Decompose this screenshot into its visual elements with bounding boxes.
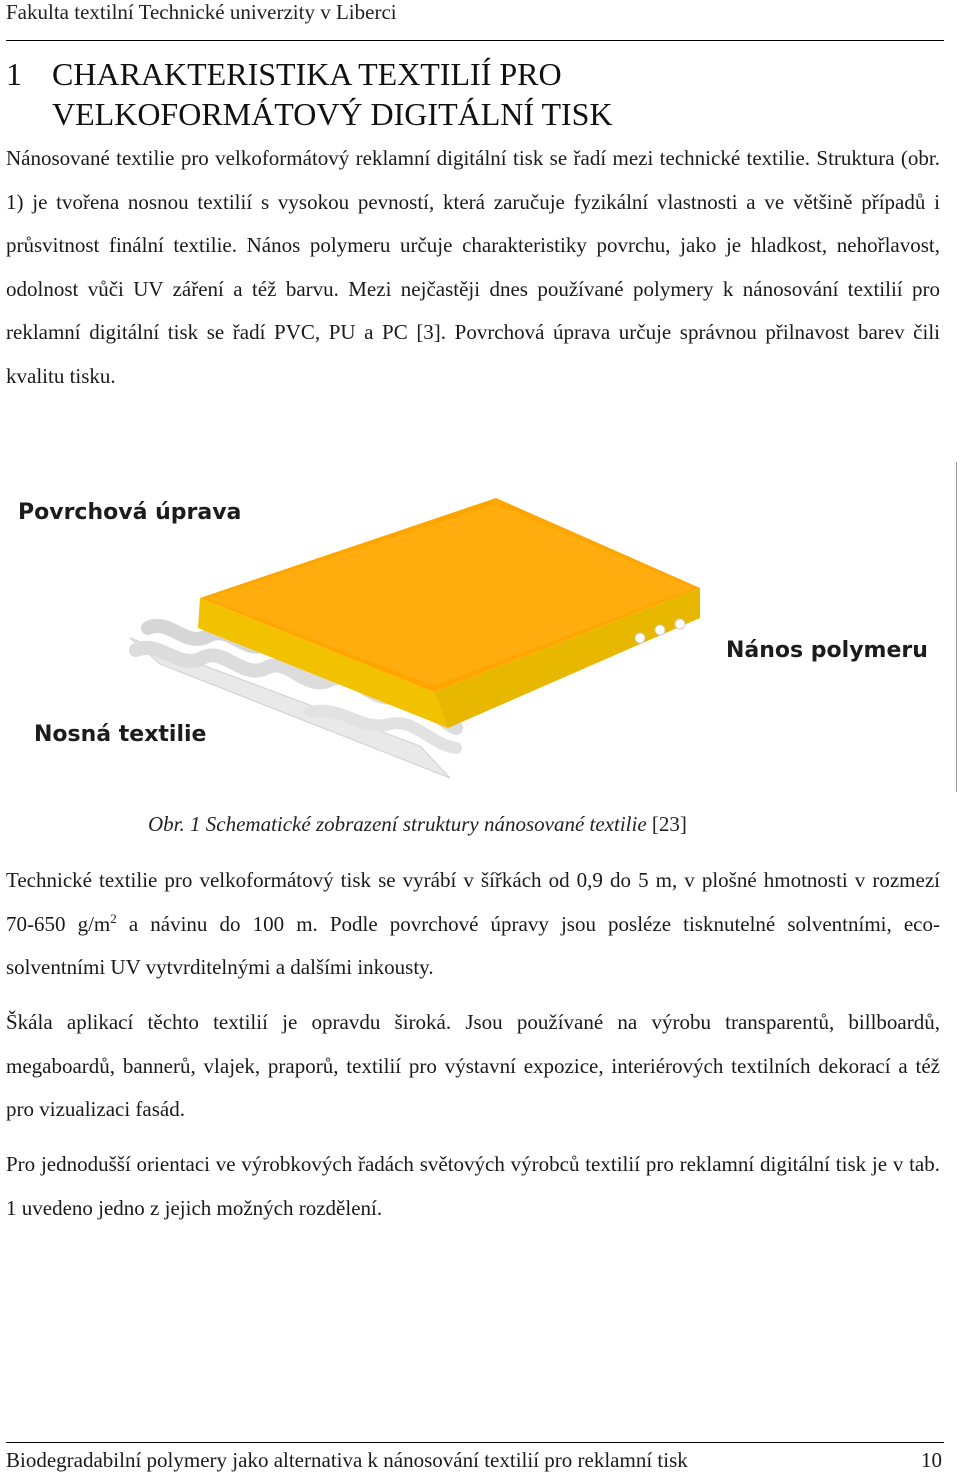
paragraph-orientation: Pro jednodušší orientaci ve výrobkových řadách světových výrobců textilií pro reklamní digitální tisk je v tab. 1 uvedeno jedno z jejich možných rozdělení. bbox=[6, 1152, 940, 1220]
caption-ref: [23] bbox=[646, 812, 687, 836]
p2-text-b: a návinu do 100 m. Podle povrchové úpravy jsou posléze tisknutelné solventními, eco-solventními UV vytvrditelnými a dalšími inkousty. bbox=[6, 911, 940, 979]
page-number: 10 bbox=[921, 1448, 942, 1472]
header-text: Fakulta textilní Technické univerzity v Liberci bbox=[6, 0, 397, 24]
chapter-title bbox=[6, 54, 936, 134]
p2-superscript: 2 bbox=[110, 910, 117, 926]
chapter-number: 1 bbox=[6, 56, 22, 92]
thread-end bbox=[655, 625, 665, 635]
structure-figure bbox=[10, 478, 956, 790]
caption-italic: Obr. 1 Schematické zobrazení struktury nánosované textilie bbox=[148, 812, 647, 836]
paragraph-applications: Škála aplikací těchto textilií je opravdu široká. Jsou používané na výrobu transparentů, billboardů, megaboardů, bannerů, vlajek, praporů, textilií pro výstavní expozice, interiérových textilních dekorací a též pro vizualizaci fasád. bbox=[6, 1010, 940, 1121]
label-polymer-coating: Nános polymeru bbox=[722, 636, 932, 666]
paragraph-structure: Nánosované textilie pro velkoformátový reklamní digitální tisk se řadí mezi technické textilie. Struktura (obr. 1) je tvořena nosnou textilií s vysokou pevností, která zaručuje fyzikální vlastnosti a ve většině případů i průsvitnost finální textilie. Nános polymeru určuje charakteristiky povrchu, jako je hladkost, nehořlavost, odolnost vůči UV záření a též barvu. Mezi nejčastěji dnes používané polymery k nánosování textilií pro reklamní digitální tisk se řadí PVC, PU a PC [3]. Povrchová úprava určuje správnou přilnavost barev čili kvalitu tisku. bbox=[6, 146, 940, 388]
figure-edge-line bbox=[956, 462, 957, 792]
footer-title: Biodegradabilní polymery jako alternativa k nánosování textilií pro reklamní tisk bbox=[6, 1448, 688, 1472]
p2-text-a: Technické textilie pro velkoformátový tisk se vyrábí v šířkách od 0,9 do 5 m, v plošné hmotnosti v rozmezí 70-650 g/m bbox=[6, 868, 940, 936]
chapter-title-line1: CHARAKTERISTIKA TEXTILIÍ PRO bbox=[52, 56, 562, 92]
label-surface-treatment: Povrchová úprava bbox=[14, 498, 245, 528]
chapter-title-line2: VELKOFORMÁTOVÝ DIGITÁLNÍ TISK bbox=[52, 96, 613, 132]
thread-end bbox=[635, 633, 645, 643]
paragraph-widths bbox=[6, 859, 940, 990]
figure-caption bbox=[148, 808, 848, 840]
page-header bbox=[6, 0, 944, 41]
thread-end bbox=[675, 619, 685, 629]
page-footer bbox=[6, 1442, 944, 1475]
label-carrier-textile: Nosná textilie bbox=[30, 720, 210, 750]
